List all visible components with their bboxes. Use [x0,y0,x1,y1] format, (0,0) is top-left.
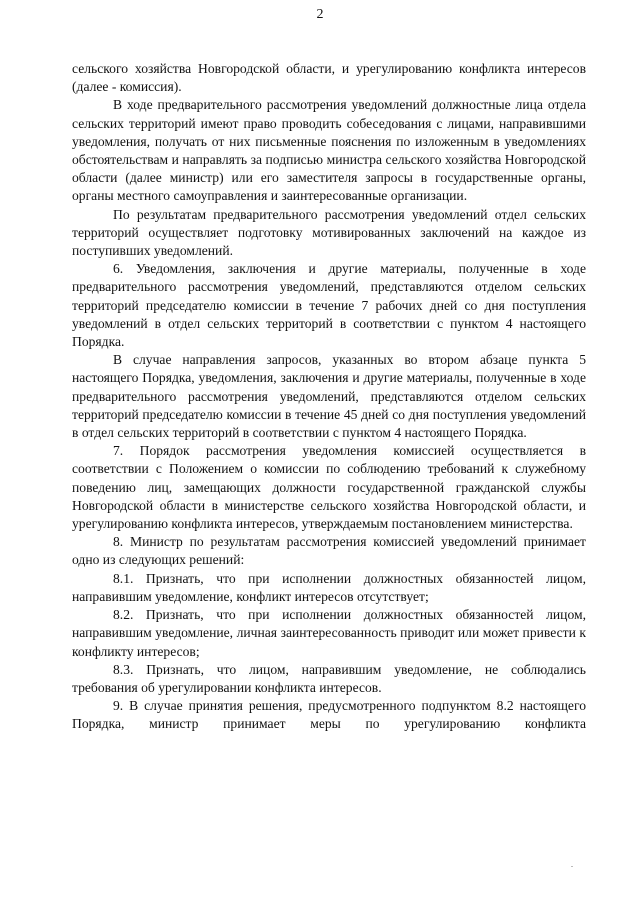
paragraph-item-9: 9. В случае принятия решения, предусмотренного подпунктом 8.2 настоящего Порядка, министр принимает меры по урегулированию конфликта [72,698,586,732]
paragraph-conclusions: По результатам предварительного рассмотрения уведомлений отдел сельских территорий осуществляет подготовку мотивированных заключений на каждое из поступивших уведомлений. [72,206,586,259]
paragraph-interviews: В ходе предварительного рассмотрения уведомлений должностные лица отдела сельских территорий имеют право проводить собеседования с лицами, направившими уведомления, получать от них письменные пояснения по изложенным в уведомлениях обстоятельствам и направлять за подписью министра сельского хозяйства Новгородской области (далее министр) или его заместителя запросы в государственные органы, органы местного самоуправления и заинтересованные организации. [72,97,586,204]
paragraph-item-6-requests: В случае направления запросов, указанных во втором абзаце пункта 5 настоящего Порядка, уведомления, заключения и другие материалы, полученные в ходе предварительного рассмотрения уведомлений, представляются отделом сельских территорий председателю комиссии в течение 45 дней со дня поступления уведомлений в отдел сельских территорий в соответствии с пунктом 4 настоящего Порядка. [72,352,586,441]
document-body [72,60,586,734]
paragraph-item-7: 7. Порядок рассмотрения уведомления комиссией осуществляется в соответствии с Положением о комиссии по соблюдению требований к служебному поведению лиц, замещающих должности государственной гражданской службы Новгородской области в министерстве сельского хозяйства Новгородской области, и урегулированию конфликта интересов, утверждаемым постановлением министерства. [72,443,586,532]
paragraph-item-8: 8. Министр по результатам рассмотрения комиссией уведомлений принимает одно из следующих решений: [72,534,586,568]
paragraph-item-8-3: 8.3. Признать, что лицом, направившим уведомление, не соблюдались требования об урегулировании конфликта интересов. [72,661,586,695]
paragraph-item-8-1: 8.1. Признать, что при исполнении должностных обязанностей лицом, направившим уведомление, конфликт интересов отсутствует; [72,570,586,604]
paragraph-item-8-2: 8.2. Признать, что при исполнении должностных обязанностей лицом, направившим уведомление, личная заинтересованность приводит или может привести к конфликту интересов; [72,607,586,659]
scan-speck [571,866,573,867]
paragraph-continuation: сельского хозяйства Новгородской области, и урегулированию конфликта интересов (далее - комиссия). [72,61,586,95]
page-number: 2 [316,7,324,22]
paragraph-item-6: 6. Уведомления, заключения и другие материалы, полученные в ходе предварительного рассмотрения уведомлений, представляются отделом сельских территорий председателю комиссии в течение 7 рабочих дней со дня поступления уведомлений в отдел сельских территорий в соответствии с пунктом 4 настоящего Порядка. [72,261,586,350]
